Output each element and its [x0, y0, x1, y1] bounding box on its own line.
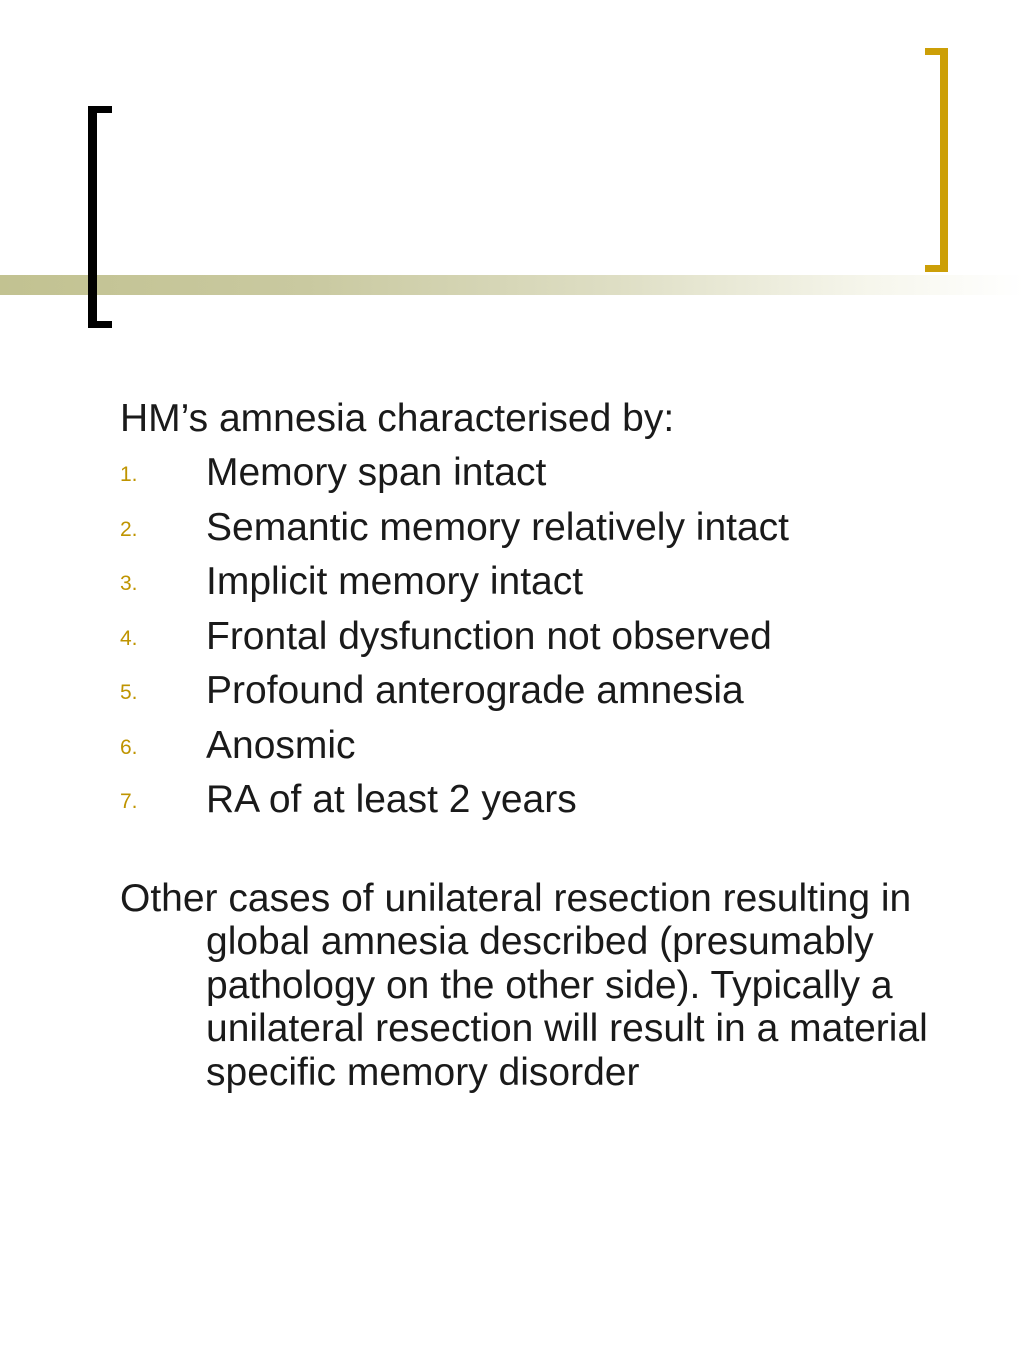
list-item	[120, 719, 980, 774]
list-number: 4.	[120, 626, 138, 650]
right-bracket-decoration	[925, 48, 948, 272]
slide-heading: HM’s amnesia characterised by:	[120, 397, 675, 440]
list-number: 3.	[120, 572, 138, 595]
list-number: 2.	[120, 517, 138, 541]
slide-body	[120, 392, 980, 1094]
list-item	[120, 446, 980, 501]
list-number: 7.	[120, 790, 138, 813]
characteristics-list	[120, 446, 980, 828]
list-number: 1.	[120, 463, 138, 486]
list-item	[120, 610, 980, 665]
left-bracket-decoration	[88, 106, 112, 328]
list-item-text: RA of at least 2 years	[206, 778, 577, 821]
list-number: 6.	[120, 735, 138, 759]
list-item	[120, 664, 980, 719]
list-item	[120, 555, 980, 610]
list-item-text: Memory span intact	[206, 451, 547, 494]
list-item-text: Anosmic	[206, 723, 356, 767]
list-item	[120, 501, 980, 556]
list-item-text: Semantic memory relatively intact	[206, 505, 790, 549]
list-item-text: Implicit memory intact	[206, 560, 584, 603]
list-item-text: Profound anterograde amnesia	[206, 669, 744, 712]
decorative-band	[0, 275, 1024, 295]
list-item-text: Frontal dysfunction not observed	[206, 614, 772, 658]
list-item	[120, 773, 980, 828]
list-number: 5.	[120, 681, 138, 704]
body-paragraph: Other cases of unilateral resection resulting in global amnesia described (presumably pathology on the other side). Typically a unilateral resection will result in a material specific memory disorder	[120, 876, 928, 1094]
